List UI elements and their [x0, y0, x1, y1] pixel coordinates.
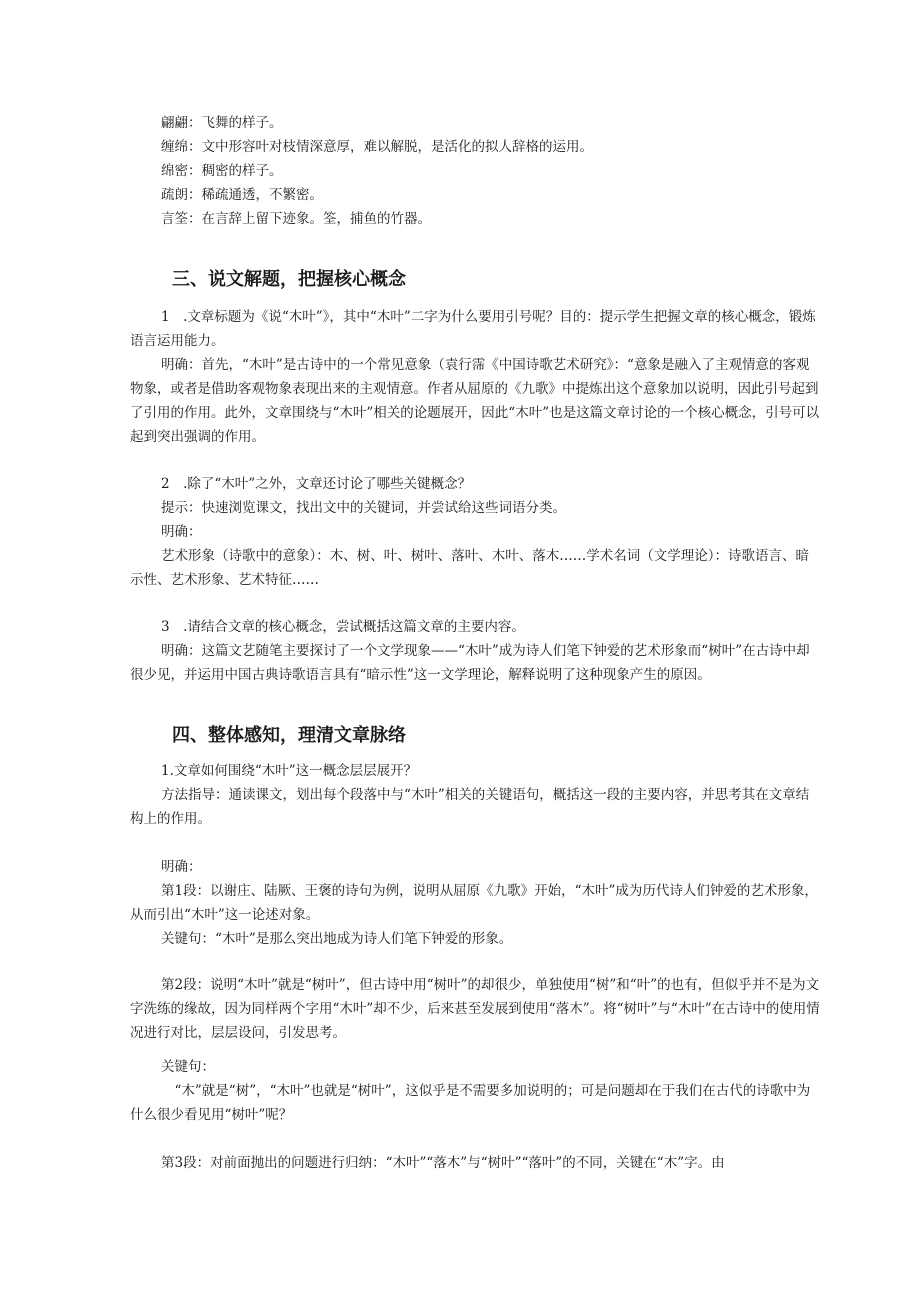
vocab-item: 翩翩：飞舞的样子。: [161, 115, 283, 131]
key-sentence-1: 关键句：“木叶”是那么突出地成为诗人们笔下钟爱的形象。: [161, 931, 513, 947]
vocab-item: 疏朗：稀疏通透，不繁密。: [161, 187, 323, 203]
question-3: 3 .请结合文章的核心概念，尝试概括这篇文章的主要内容。: [161, 619, 525, 635]
section-heading: 四、整体感知，理清文章脉络: [172, 725, 406, 746]
vocab-item: 言筌：在言辞上留下迹象。筌，捕鱼的竹器。: [161, 211, 431, 227]
vocab-item: 缠绵：文中形容叶对枝情深意厚，难以解脱，是活化的拟人辞格的运用。: [161, 139, 593, 155]
key-sentence-2: “木”就是“树”，“木叶”也就是“树叶”，这似乎是不需要多加说明的；可是问题却在于我们在古代的诗歌中为什么很少看见用“树叶”呢？: [130, 1083, 811, 1123]
paragraph-1-summary: 第1段：以谢庄、陆厥、王褒的诗句为例，说明从屈原《九歌》开始，“木叶”成为历代诗人们钟爱的艺术形象，从而引出“木叶”这一论述对象。: [130, 883, 818, 923]
question-2: 2 .除了“木叶”之外，文章还讨论了哪些关键概念？: [161, 476, 472, 492]
answer-2: 艺术形象（诗歌中的意象）：木、树、叶、树叶、落叶、木叶、落木……学术名词（文学理论）：诗歌语言、暗示性、艺术形象、艺术特征……: [130, 548, 809, 588]
paragraph-2-summary: 第2段：说明“木叶”就是“树叶”，但古诗中用“树叶”的却很少，单独使用“树”和“叶”的也有，但似乎并不是为文字洗练的缘故，因为同样两个字用“木叶”却不少，后来甚至发展到使用“落木”。将“树叶”与“木叶”在古诗中的使用情况进行对比，层层设问，引发思考。: [130, 977, 820, 1041]
answer-3: 明确：这篇文艺随笔主要探讨了一个文学现象——“木叶”成为诗人们笔下钟爱的艺术形象而“树叶”在古诗中却很少见，并运用中国古典诗歌语言具有“暗示性”这一文学理论，解释说明了这种现象产生的原因。: [130, 643, 810, 683]
key-sentence-label: 关键句：: [161, 1059, 215, 1075]
question-1: 1 .文章标题为《说“木叶”》，其中“木叶”二字为什么要用引号呢？目的：提示学生把握文章的核心概念，锻炼语言运用能力。: [130, 309, 816, 349]
method-guide: 方法指导：通读课文，划出每个段落中与“木叶”相关的关键语句，概括这一段的主要内容，并思考其在文章结构上的作用。: [130, 787, 810, 827]
answer-1: 明确：首先，“木叶”是古诗中的一个常见意象（袁行霈《中国诗歌艺术研究》：“意象是融入了主观情意的客观物象，或者是借助客观物象表现出来的主观情意。作者从屈原的《九歌》中提炼出这个意象加以说明，因此引号起到了引用的作用。此外，文章围绕与“木叶”相关的论题展开，因此“木叶”也是这篇文章讨论的一个核心概念，引号可以起到突出强调的作用。: [130, 357, 820, 445]
answer-2-label: 明确：: [161, 524, 202, 540]
answer-label: 明确：: [161, 859, 202, 875]
vocab-item: 绵密：稠密的样子。: [161, 163, 283, 179]
paragraph-3-summary: 第3段：对前面抛出的问题进行归纳：“木叶”“落木”与“树叶”“落叶”的不同，关键在“木”字。由: [161, 1155, 725, 1171]
hint-2: 提示：快速浏览课文，找出文中的关键词，并尝试给这些词语分类。: [161, 500, 566, 516]
section-heading: 三、说文解题，把握核心概念: [172, 269, 406, 290]
question-1: 1.文章如何围绕“木叶”这一概念层层展开？: [161, 763, 418, 779]
